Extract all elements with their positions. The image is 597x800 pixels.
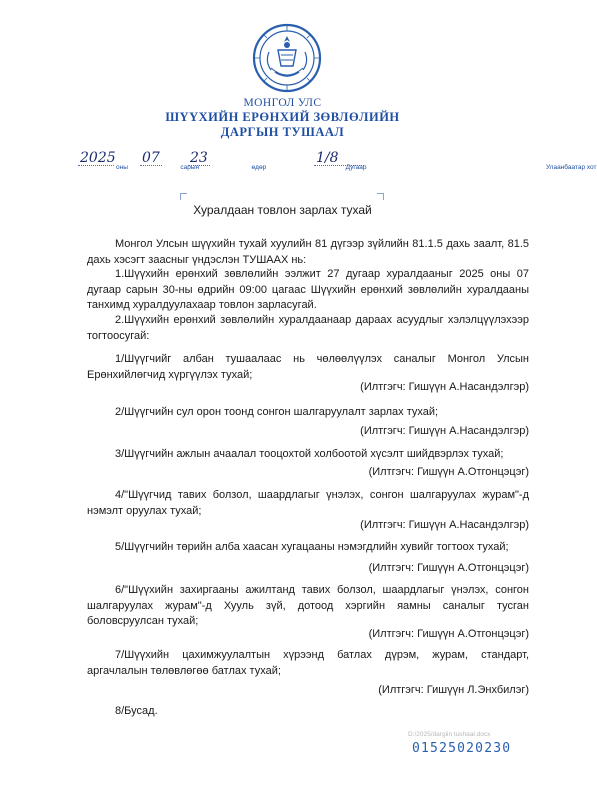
clause-1: 1.Шүүхийн ерөнхий зөвлөлийн ээлжит 27 дугаар хуралдааныг 2025 оны 07 дугаар сарын 30-ны өдрийн 09:00 цагаас Шүүхийн ерөнхий зөвлөлийн хуралдааны танхимд хуралдуулахаар товлон зарласугай.	[87, 268, 529, 311]
header-country: МОНГОЛ УЛС	[243, 97, 322, 109]
state-emblem-icon	[251, 22, 323, 94]
presenter-5: (Илтгэгч: Гишүүн А.Отгонцэцэг)	[368, 562, 529, 574]
barcode-number: 01525020230	[412, 741, 512, 756]
day-underline	[188, 165, 210, 166]
number-label: Дугаар	[345, 164, 367, 171]
presenter-3: (Илтгэгч: Гишүүн А.Отгонцэцэг)	[368, 466, 529, 478]
agenda-item-7: 7/Шүүхийн цахимжуулалтын хүрээнд батлах дүрэм, журам, стандарт, аргачлалын төлөвлөгөө батлах тухай;	[87, 649, 529, 677]
year-underline	[78, 165, 114, 166]
city-label: Улаанбаатар хот	[545, 164, 597, 171]
agenda-item-6: 6/"Шүүхийн захиргааны ажилтанд тавих болзол, шаардлагыг үнэлэх, сонгон шалгаруулах журам"-д Хууль зүй, дотоод хэргийн яамны саналыг тусган боловсруулсан тухай;	[87, 584, 529, 627]
file-path-text: D:/2025/dargiin tushaal.docx	[408, 731, 491, 738]
presenter-7: (Илтгэгч: Гишүүн Л.Энхбилэг)	[378, 684, 529, 696]
order-number: 1/8	[316, 150, 339, 166]
document-title: Хуралдаан товлон зарлах тухай	[193, 203, 372, 217]
date-year-suffix: оны	[116, 164, 128, 171]
agenda-item-8: 8/Бусад.	[115, 705, 158, 717]
header-order: ДАРГЫН ТУШААЛ	[220, 125, 345, 139]
date-month: 07	[142, 150, 160, 166]
date-day-suffix: өдөр	[251, 164, 267, 171]
agenda-item-5: 5/Шүүгчийн төрийн алба хаасан хугацааны нэмэгдлийн хувийг тогтоох тухай;	[115, 541, 509, 553]
agenda-item-3: 3/Шүүгчийн ажлын ачаалал тооцохтой холбоотой хүсэлт шийдвэрлэх тухай;	[115, 448, 504, 460]
clause-2: 2.Шүүхийн ерөнхий зөвлөлийн хуралдаанаар дараах асуудлыг хэлэлцүүлэхээр тогтоосугай:	[87, 314, 529, 342]
agenda-item-2: 2/Шүүгчийн сул орон тоонд сонгон шалгаруулалт зарлах тухай;	[115, 406, 439, 418]
presenter-1: (Илтгэгч: Гишүүн А.Насандэлгэр)	[360, 381, 529, 393]
date-year: 2025	[80, 150, 116, 166]
agenda-item-4: 4/"Шүүгчид тавих болзол, шаардлагыг үнэлэх, сонгон шалгаруулах журам"-д нэмэлт оруулах тухай;	[87, 489, 529, 517]
presenter-2: (Илтгэгч: Гишүүн А.Насандэлгэр)	[360, 425, 529, 437]
agenda-item-1: 1/Шүүгчийг албан тушаалаас нь чөлөөлүүлэх саналыг Монгол Улсын Ерөнхийлөгчид хүргүүлэх тухай;	[87, 353, 529, 381]
date-month-suffix: сарын	[180, 164, 200, 171]
header-council: ШҮҮХИЙН ЕРӨНХИЙ ЗӨВЛӨЛИЙН	[165, 110, 400, 124]
title-corner-left	[180, 193, 187, 200]
presenter-6: (Илтгэгч: Гишүүн А.Отгонцэцэг)	[368, 628, 529, 640]
number-underline	[314, 165, 364, 166]
presenter-4: (Илтгэгч: Гишүүн А.Насандэлгэр)	[360, 519, 529, 531]
preamble: Монгол Улсын шүүхийн тухай хуулийн 81 дүгээр зүйлийн 81.1.5 дахь заалт, 81.5 дахь хэсэгт заасныг үндэслэн ТУШААХ нь:	[87, 238, 529, 266]
month-underline	[140, 165, 162, 166]
title-corner-right	[377, 193, 384, 200]
date-day: 23	[190, 150, 208, 166]
